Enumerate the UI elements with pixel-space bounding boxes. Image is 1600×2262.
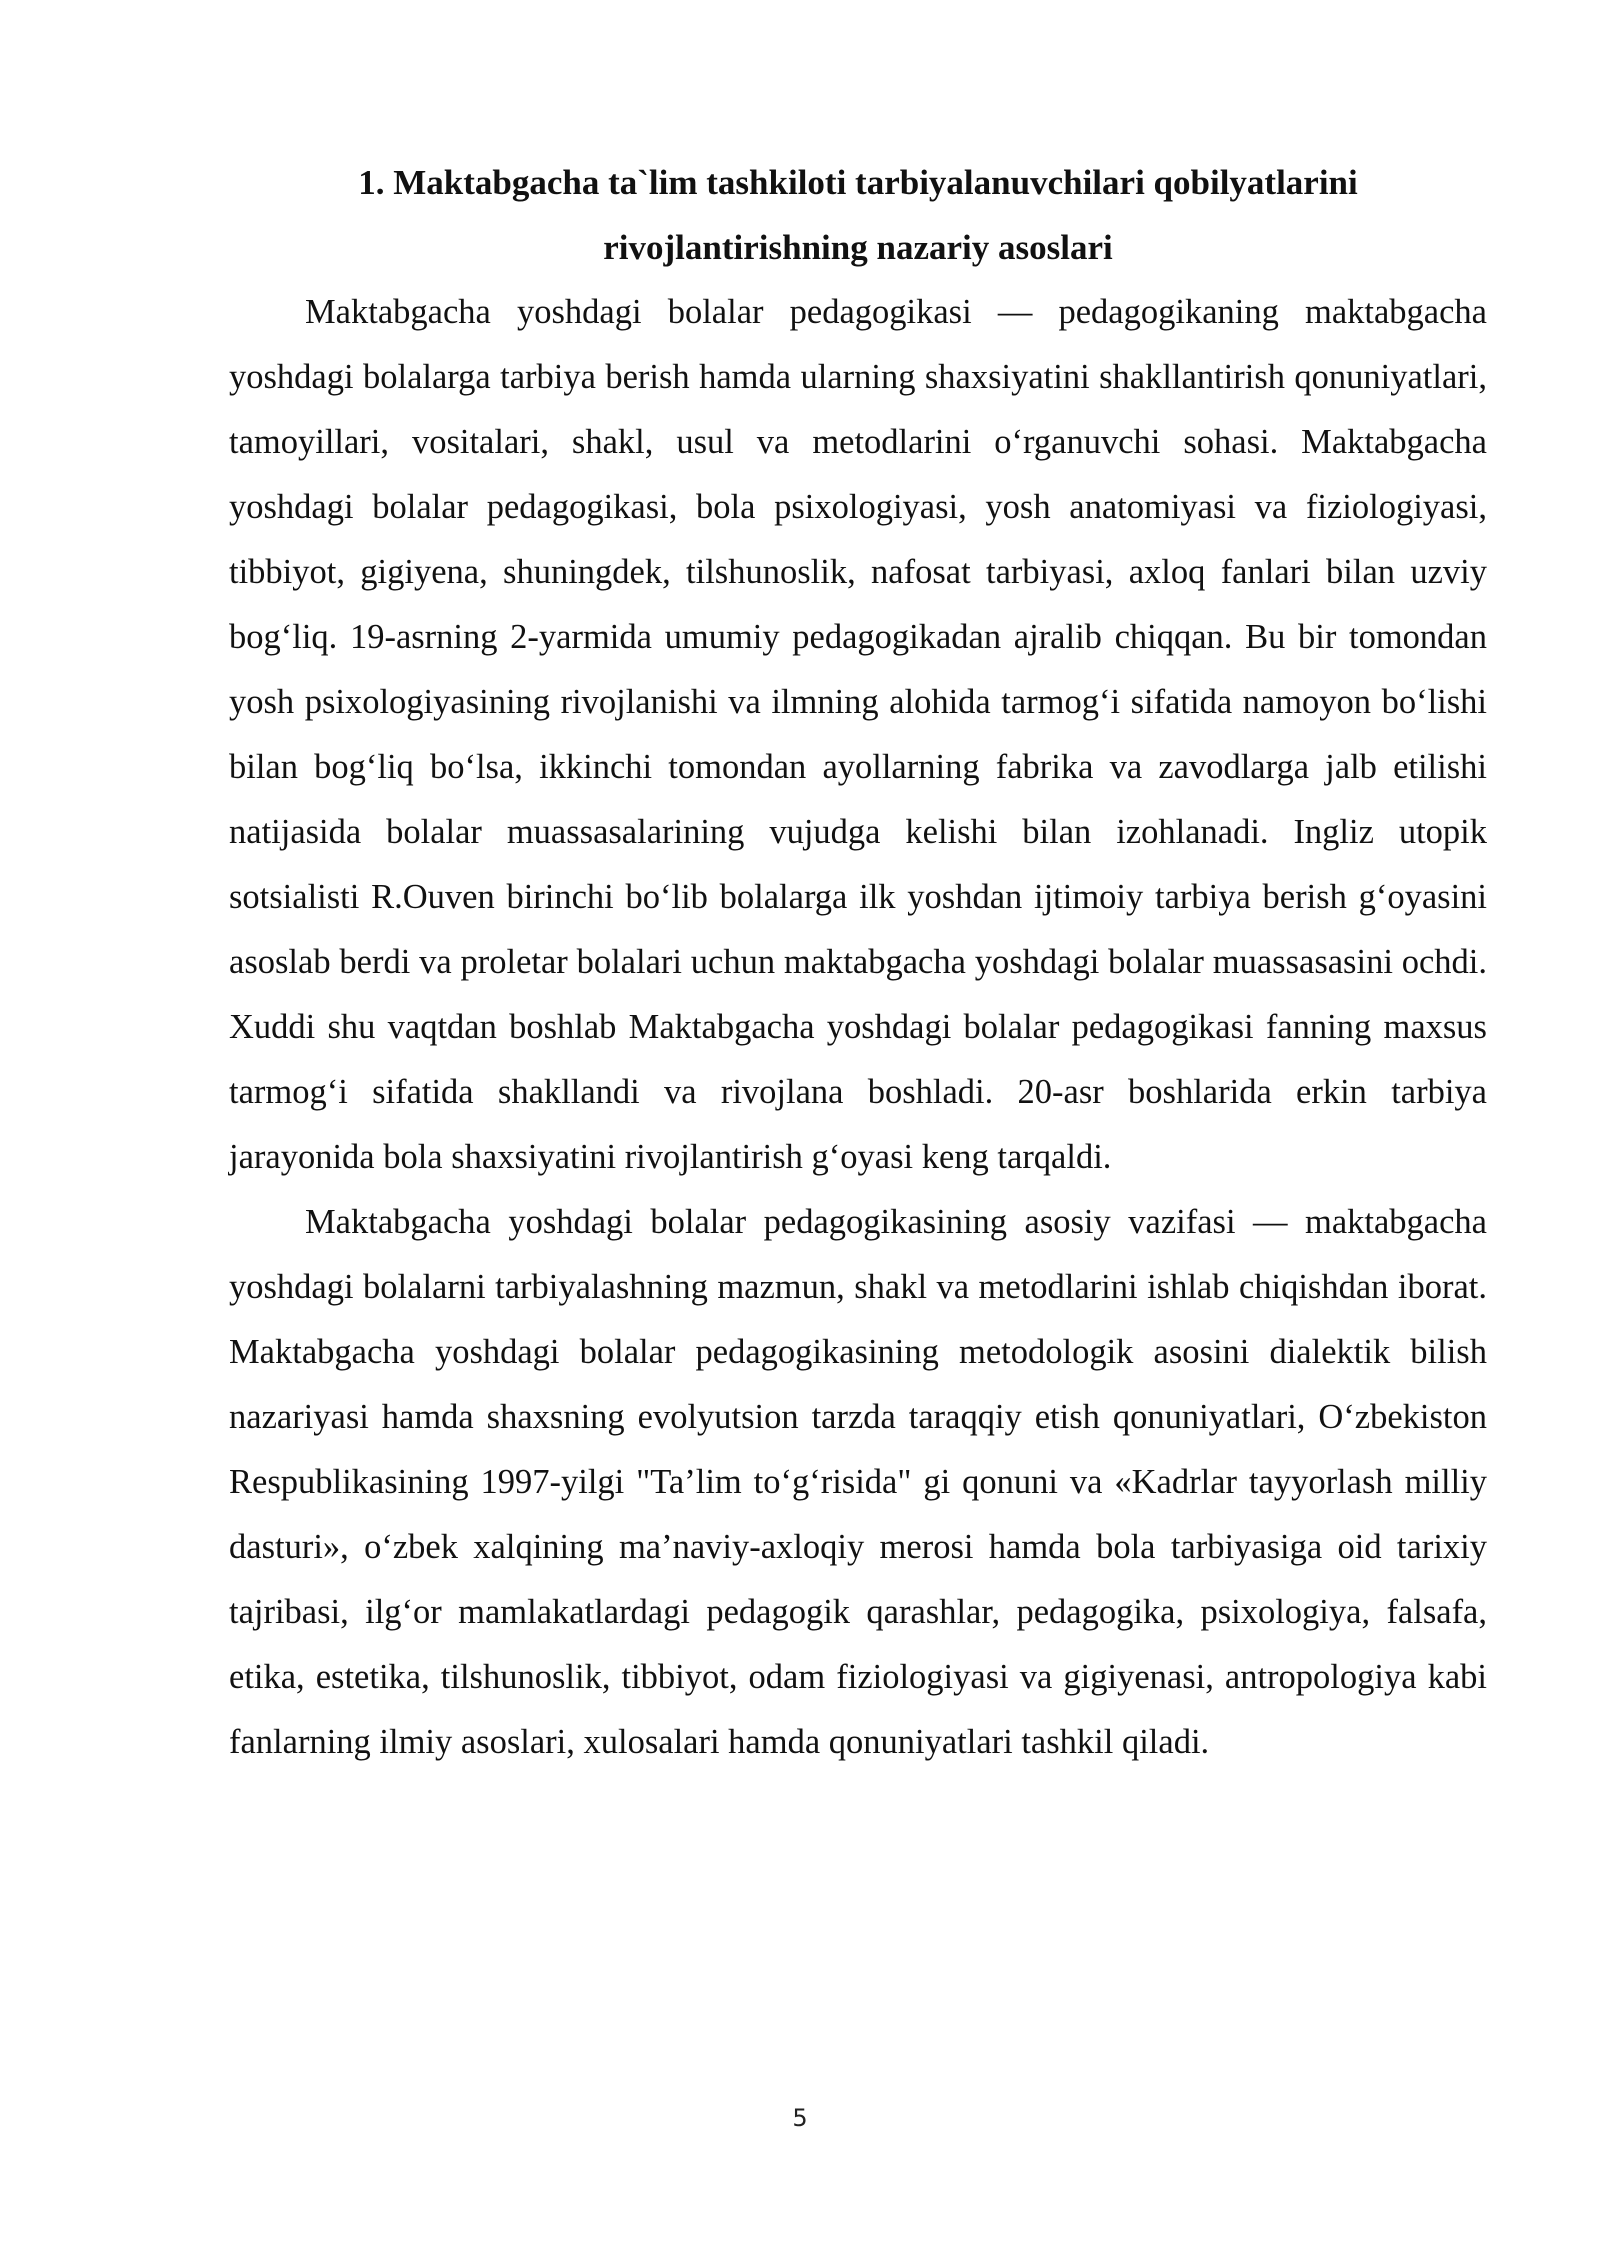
section-heading-line-2: rivojlantirishning nazariy asoslari	[603, 228, 1113, 267]
paragraph-2: Maktabgacha yoshdagi bolalar pedagogikasining asosiy vazifasi — maktabgacha yoshdagi bolalarni tarbiyalashning mazmun, shakl va metodlarini ishlab chiqishdan iborat. Maktabgacha yoshdagi bolalar pedagogikasining metodologik asosini dialektik bilish nazariyasi hamda shaxsning evolyutsion tarzda taraqqiy etish qonuniyatlari, O‘zbekiston Respublikasining 1997-yilgi "Ta’lim to‘g‘risida" gi qonuni va «Kadrlar tayyorlash milliy dasturi», o‘zbek xalqining ma’naviy-axloqiy merosi hamda bola tarbiyasiga oid tarixiy tajribasi, ilg‘or mamlakatlardagi pedagogik qarashlar, pedagogika, psixologiya, falsafa, etika, estetika, tilshunoslik, tibbiyot, odam fiziologiyasi va gigiyenasi, antropologiya kabi fanlarning ilmiy asoslari, xulosalari hamda qonuniyatlari tashkil qiladi.	[229, 1203, 1487, 1761]
document-page	[229, 150, 1487, 1775]
section-heading	[229, 150, 1487, 280]
page-number: 5	[792, 2104, 808, 2132]
paragraph-1: Maktabgacha yoshdagi bolalar pedagogikasi — pedagogikaning maktabgacha yoshdagi bolalarga tarbiya berish hamda ularning shaxsiyatini shakllantirish qonuniyatlari, tamoyillari, vositalari, shakl, usul va metodlarini o‘rganuvchi sohasi. Maktabgacha yoshdagi bolalar pedagogikasi, bola psixologiyasi, yosh anatomiyasi va fiziologiyasi, tibbiyot, gigiyena, shuningdek, tilshunoslik, nafosat tarbiyasi, axloq fanlari bilan uzviy bog‘liq. 19-asrning 2-yarmida umumiy pedagogikadan ajralib chiqqan. Bu bir tomondan yosh psixologiyasining rivojlanishi va ilmning alohida tarmog‘i sifatida namoyon bo‘lishi bilan bog‘liq bo‘lsa, ikkinchi tomondan ayollarning fabrika va zavodlarga jalb etilishi natijasida bolalar muassasalarining vujudga kelishi bilan izohlanadi. Ingliz utopik sotsialisti R.Ouven birinchi bo‘lib bolalarga ilk yoshdan ijtimoiy tarbiya berish g‘oyasini asoslab berdi va proletar bolalari uchun maktabgacha yoshdagi bolalar muassasasini ochdi. Xuddi shu vaqtdan boshlab Maktabgacha yoshdagi bolalar pedagogikasi fanning maxsus tarmog‘i sifatida shakllandi va rivojlana boshladi. 20-asr boshlarida erkin tarbiya jarayonida bola shaxsiyatini rivojlantirish g‘oyasi keng tarqaldi.	[229, 293, 1487, 1176]
section-heading-line-1: 1. Maktabgacha ta`lim tashkiloti tarbiyalanuvchilari qobilyatlarini	[358, 163, 1358, 202]
